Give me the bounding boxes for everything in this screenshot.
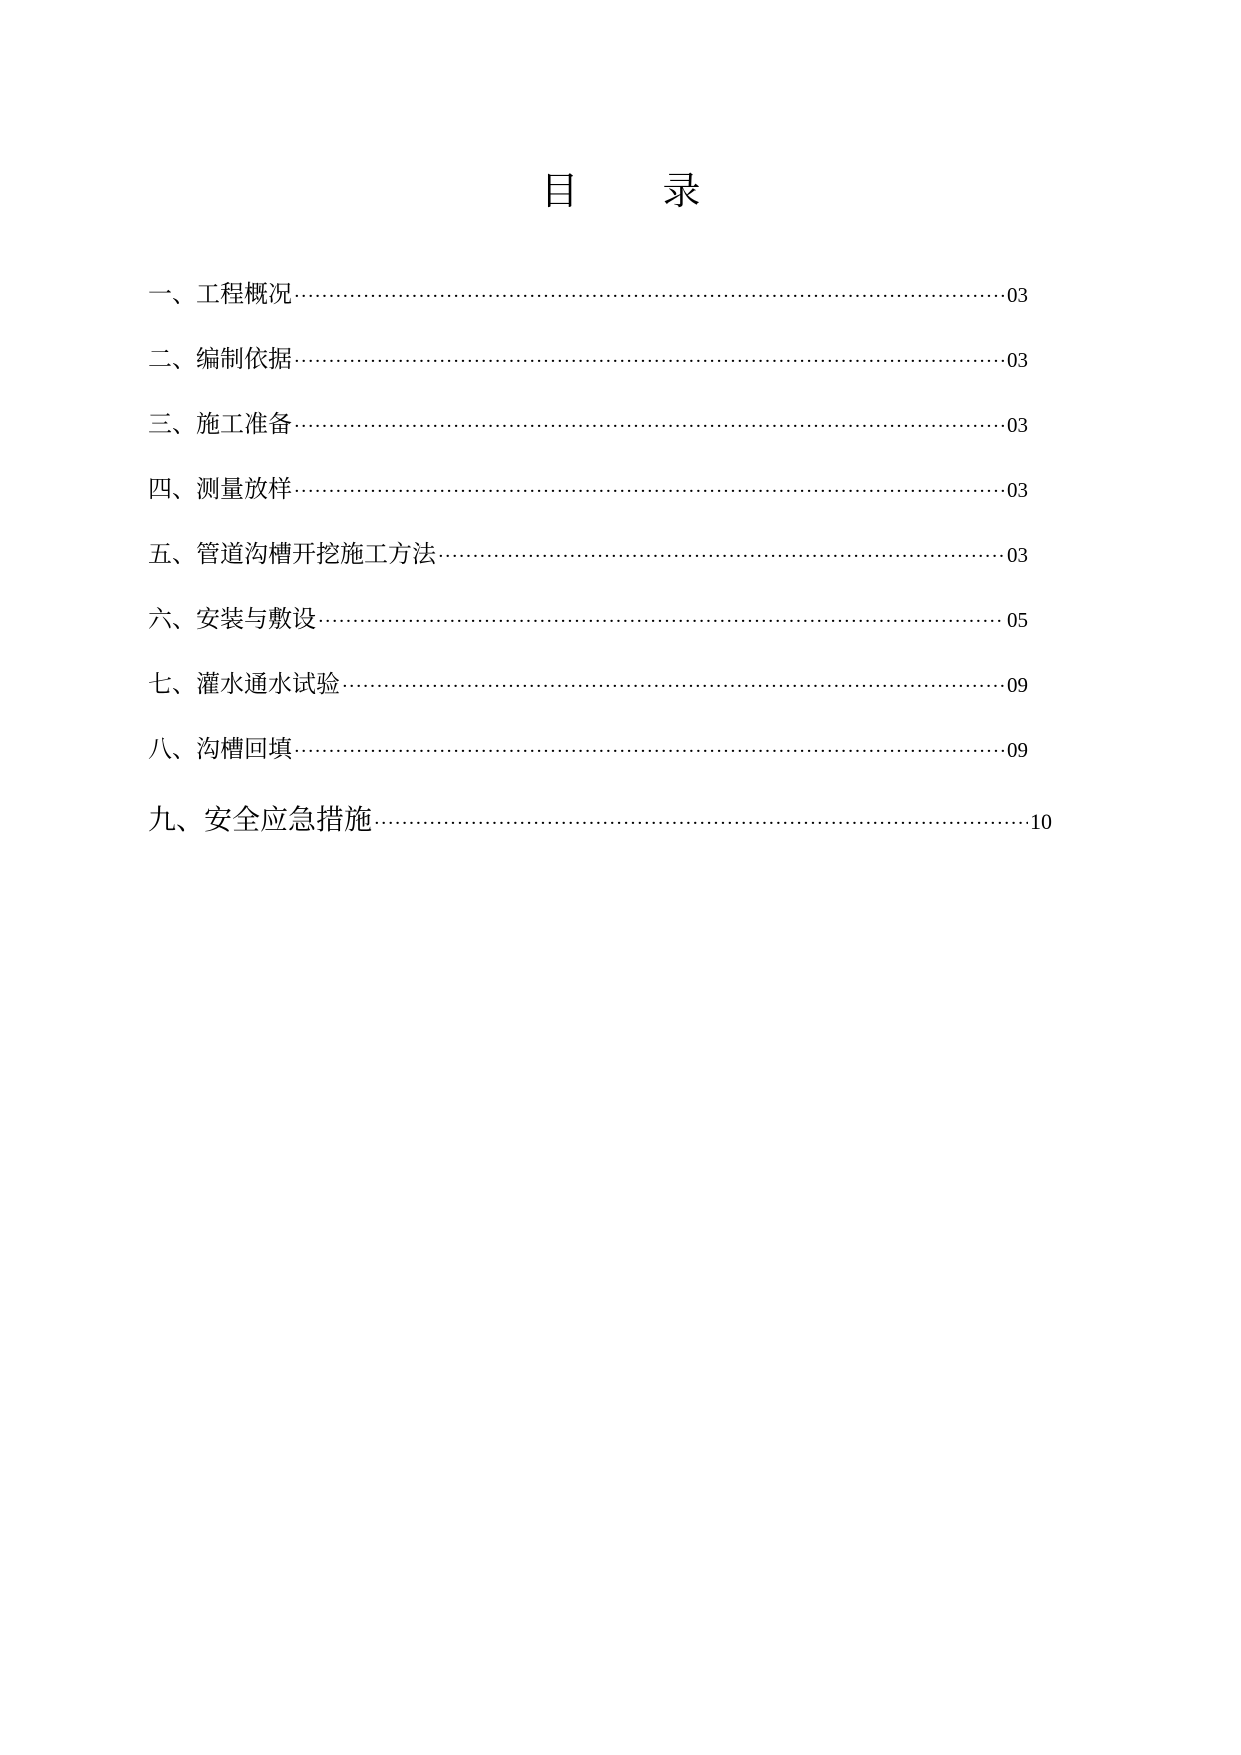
toc-entry-page: 09 — [1007, 738, 1028, 762]
toc-entry-label: 四、测量放样 — [148, 475, 292, 503]
toc-entry-page: 03 — [1007, 478, 1028, 502]
toc-entry[interactable] — [148, 798, 1052, 868]
toc-dot-leader — [294, 481, 1005, 502]
toc-dot-leader — [438, 546, 1005, 567]
toc-entry-page: 03 — [1007, 283, 1028, 307]
toc-dot-leader — [294, 741, 1005, 762]
toc-entry-page: 03 — [1007, 348, 1028, 372]
toc-entry-page: 10 — [1030, 809, 1052, 834]
toc-entry-page: 09 — [1007, 673, 1028, 697]
toc-entry[interactable] — [148, 404, 1028, 469]
toc-entry-page: 03 — [1007, 413, 1028, 437]
toc-dot-leader — [374, 813, 1028, 834]
toc-entry[interactable] — [148, 274, 1028, 339]
toc-dot-leader — [294, 286, 1005, 307]
toc-entry-label: 六、安装与敷设 — [148, 605, 316, 633]
toc-entry-page: 05 — [1007, 608, 1028, 632]
page-title: 目 录 — [540, 169, 737, 213]
toc-entry-label: 八、沟槽回填 — [148, 735, 292, 763]
toc-entry-label: 七、灌水通水试验 — [148, 670, 340, 698]
toc-entry[interactable] — [148, 339, 1028, 404]
toc-dot-leader — [318, 611, 1005, 632]
toc-entry-label: 二、编制依据 — [148, 345, 292, 373]
toc-dot-leader — [294, 351, 1005, 372]
toc-entry[interactable] — [148, 664, 1028, 729]
toc-dot-leader — [294, 416, 1005, 437]
toc-entry-page: 03 — [1007, 543, 1028, 567]
toc-entry-label: 九、安全应急措施 — [148, 803, 373, 836]
toc-dot-leader — [342, 676, 1005, 697]
table-of-contents — [148, 274, 1052, 868]
toc-entry-label: 三、施工准备 — [148, 410, 292, 438]
toc-entry[interactable] — [148, 599, 1028, 664]
toc-entry[interactable] — [148, 469, 1028, 534]
toc-entry[interactable] — [148, 534, 1028, 599]
toc-entry-label: 五、管道沟槽开挖施工方法 — [148, 540, 436, 568]
toc-entry-label: 一、工程概况 — [148, 280, 292, 308]
toc-entry[interactable] — [148, 729, 1028, 794]
